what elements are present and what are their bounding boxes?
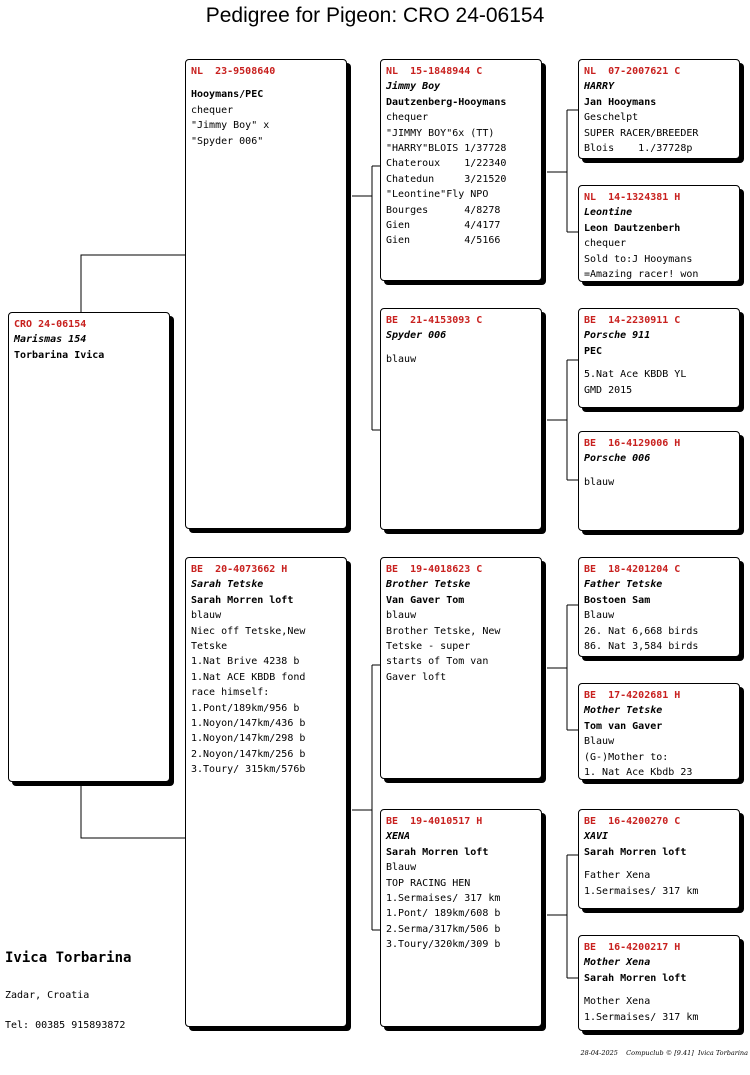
info-line: 1. Nat Ace Kbdb 23 (584, 767, 693, 779)
info-line: Geschelpt (584, 112, 639, 124)
info-line: 1.Sermaises/ 317 km (386, 893, 501, 905)
info-line: TOP RACING HEN (386, 877, 471, 889)
info-line: blauw (386, 610, 417, 622)
info-line: 26. Nat 6,668 birds (584, 625, 699, 637)
info-line: blauw (191, 610, 222, 622)
info-line: Mother Xena (584, 996, 651, 1008)
pigeon-name: Marismas 154 (14, 334, 87, 346)
ring-number: NL 07-2007621 C (584, 66, 681, 77)
ring-number: BE 17-4202681 H (584, 690, 681, 701)
ring-number: NL 23-9508640 (191, 66, 276, 77)
spacer (386, 344, 536, 352)
info-line: 1.Noyon/147km/298 b (191, 733, 306, 745)
spacer (191, 79, 341, 87)
info-line: Tetske - super (386, 641, 471, 653)
breeder-name: Sarah Morren loft (386, 846, 489, 858)
info-line: Bourges 4/8278 (386, 204, 501, 216)
info-line: Brother Tetske, New (386, 625, 501, 637)
pigeon-name: Brother Tetske (386, 579, 471, 591)
owner-name: Ivica Torbarina (5, 950, 132, 966)
ring-number: BE 21-4153093 C (386, 315, 483, 326)
breeder-name: PEC (584, 345, 603, 357)
info-line: 2.Noyon/147km/256 b (191, 748, 306, 760)
info-line: 1.Noyon/147km/436 b (191, 718, 306, 730)
sire-card (185, 59, 347, 529)
info-line: Gaver loft (386, 671, 447, 683)
great-grandparent-card-3 (578, 308, 740, 408)
breeder-name: Sarah Morren loft (584, 846, 687, 858)
info-line: 3.Toury/320km/309 b (386, 939, 501, 951)
info-line: "Jimmy Boy" x (191, 120, 270, 132)
granddam-maternal-card (380, 809, 542, 1027)
ring-number: BE 20-4073662 H (191, 564, 288, 575)
spacer (584, 359, 734, 367)
pigeon-name: Mother Xena (584, 957, 651, 969)
spacer (584, 986, 734, 994)
info-line: "Leontine"Fly NPO (386, 189, 489, 201)
info-line: Tetske (191, 641, 228, 653)
info-line: 1.Pont/ 189km/608 b (386, 908, 501, 920)
info-line: Chateroux 1/22340 (386, 158, 507, 170)
great-grandparent-card-6 (578, 683, 740, 780)
info-line: blauw (584, 476, 615, 488)
breeder-name: Tom van Gaver (584, 720, 663, 732)
ring-number: BE 16-4129006 H (584, 438, 681, 449)
info-line: chequer (584, 238, 627, 250)
page-title: Pedigree for Pigeon: CRO 24-06154 (205, 4, 545, 27)
pigeon-name: Spyder 006 (386, 330, 447, 342)
ring-number: CRO 24-06154 (14, 319, 87, 330)
info-line: Gien 4/5166 (386, 235, 501, 247)
breeder-name: Sarah Morren loft (191, 594, 294, 606)
info-line: Chatedun 3/21520 (386, 173, 507, 185)
info-line: Blois 1./37728p (584, 143, 693, 155)
info-line: Blauw (584, 736, 615, 748)
spacer (584, 467, 734, 475)
pigeon-name: Porsche 911 (584, 330, 651, 342)
ring-number: BE 19-4018623 C (386, 564, 483, 575)
pigeon-name: Mother Tetske (584, 705, 663, 717)
info-line: 3.Toury/ 315km/576b (191, 764, 306, 776)
breeder-name: Van Gaver Tom (386, 594, 465, 606)
info-line: "JIMMY BOY"6x (TT) (386, 127, 495, 139)
info-line: GMD 2015 (584, 384, 633, 396)
breeder-name: Torbarina Ivica (14, 349, 105, 361)
ring-number: NL 14-1324381 H (584, 192, 681, 203)
info-line: Sold to:J Hooymans (584, 253, 693, 265)
breeder-name: Hooymans/PEC (191, 89, 264, 101)
info-line: starts of Tom van (386, 656, 489, 668)
pigeon-name: XENA (386, 831, 411, 843)
info-line: Father Xena (584, 870, 651, 882)
ring-number: BE 14-2230911 C (584, 315, 681, 326)
pigeon-name: Father Tetske (584, 579, 663, 591)
info-line: Blauw (386, 862, 417, 874)
ring-number: BE 16-4200270 C (584, 816, 681, 827)
subject-pigeon-card (8, 312, 170, 782)
info-line: race himself: (191, 687, 270, 699)
info-line: 1.Sermaises/ 317 km (584, 885, 699, 897)
info-line: (G-)Mother to: (584, 751, 669, 763)
great-grandparent-card-7 (578, 809, 740, 909)
great-grandparent-card-1 (578, 59, 740, 159)
info-line: "Spyder 006" (191, 135, 264, 147)
info-line: 5.Nat Ace KBDB YL (584, 369, 687, 381)
great-grandparent-card-5 (578, 557, 740, 657)
pigeon-name: XAVI (584, 831, 609, 843)
breeder-name: Sarah Morren loft (584, 972, 687, 984)
ring-number: BE 18-4201204 C (584, 564, 681, 575)
info-line: 2.Serma/317km/506 b (386, 923, 501, 935)
info-line: blauw (386, 353, 417, 365)
info-line: Blauw (584, 610, 615, 622)
info-line: 86. Nat 3,584 birds (584, 641, 699, 653)
info-line: 1.Pont/189km/956 b (191, 702, 300, 714)
info-line: chequer (386, 112, 429, 124)
pigeon-name: Jimmy Boy (386, 81, 441, 93)
info-line: 1.Nat Brive 4238 b (191, 656, 300, 668)
info-line: 1.Sermaises/ 317 km (584, 1011, 699, 1023)
breeder-name: Bostoen Sam (584, 594, 651, 606)
pigeon-name: HARRY (584, 81, 615, 93)
info-line: 1.Nat ACE KBDB fond (191, 671, 306, 683)
breeder-name: Leon Dautzenberh (584, 222, 681, 234)
pigeon-name: Leontine (584, 207, 633, 219)
breeder-name: Dautzenberg-Hooymans (386, 96, 507, 108)
pigeon-name: Sarah Tetske (191, 579, 264, 591)
info-line: Niec off Tetske,New (191, 625, 306, 637)
great-grandparent-card-8 (578, 935, 740, 1031)
owner-city: Zadar, Croatia (5, 990, 90, 1001)
ring-number: BE 16-4200217 H (584, 942, 681, 953)
ring-number: NL 15-1848944 C (386, 66, 483, 77)
spacer (584, 860, 734, 868)
breeder-name: Jan Hooymans (584, 96, 657, 108)
grandsire-paternal-card (380, 59, 542, 281)
info-line: Gien 4/4177 (386, 220, 501, 232)
info-line: SUPER RACER/BREEDER (584, 127, 699, 139)
grandsire-maternal-card (380, 557, 542, 779)
footer-credit: 28-04-2025 Compuclub © [9.41] Ivica Torbarina (580, 1049, 748, 1057)
great-grandparent-card-2 (578, 185, 740, 282)
granddam-paternal-card (380, 308, 542, 530)
info-line: =Amazing racer! won (584, 269, 699, 281)
info-line: "HARRY"BLOIS 1/37728 (386, 143, 507, 155)
dam-card (185, 557, 347, 1027)
pigeon-name: Porsche 006 (584, 453, 651, 465)
info-line: chequer (191, 104, 234, 116)
ring-number: BE 19-4010517 H (386, 816, 483, 827)
great-grandparent-card-4 (578, 431, 740, 531)
owner-phone: Tel: 00385 915893872 (5, 1020, 126, 1031)
